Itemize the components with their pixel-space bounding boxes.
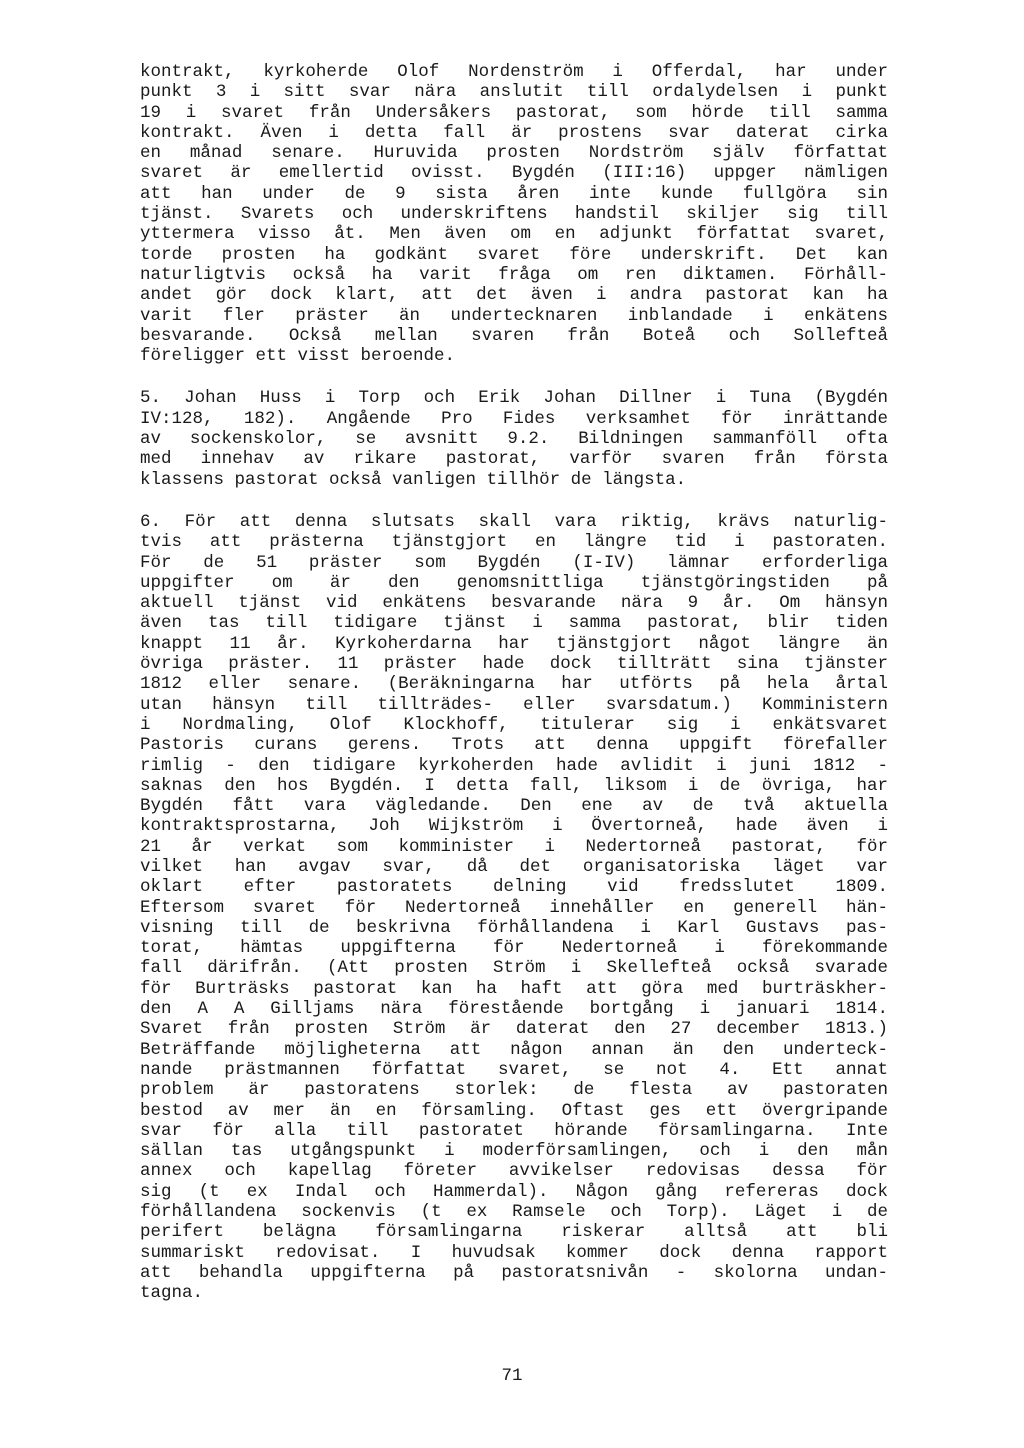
text-line: perifert belägna församlingarna riskerar alltså att bli (140, 1222, 888, 1243)
text-line: svar för alla till pastoratet hörande församlingarna. Inte (140, 1120, 888, 1141)
text-line: sig (t ex Indal och Hammerdal). Någon gång refereras dock (140, 1181, 888, 1202)
text-line: i Nordmaling, Olof Klockhoff, titulerar sig i enkätsvaret (140, 714, 888, 735)
text-line: 19 i svaret från Undersåkers pastorat, som hörde till samma (140, 102, 888, 123)
text-line: tjänst. Svarets och underskriftens handstil skiljer sig till (140, 204, 888, 225)
text-line: kontrakt, kyrkoherde Olof Nordenström i Offerdal, har under (140, 62, 888, 82)
text-line: för Burträsks pastorat kan ha haft att göra med burträskher- (140, 978, 888, 999)
document-body (140, 62, 888, 1326)
text-line: Svaret från prosten Ström är daterat den 27 december 1813.) (140, 1019, 888, 1040)
text-line: tvis att prästerna tjänstgjort en längre tid i pastoraten. (140, 532, 888, 553)
paragraph (140, 62, 888, 366)
text-line: tagna. (140, 1283, 204, 1304)
text-line: punkt 3 i sitt svar nära anslutit till ordalydelsen i punkt (140, 82, 888, 103)
text-line: rimlig - den tidigare kyrkoherden hade avlidit i juni 1812 - (140, 755, 888, 776)
text-line: 1812 eller senare. (Beräkningarna har utförts på hela årtal (140, 674, 888, 695)
text-line: fall därifrån. (Att prosten Ström i Skellefteå också svarade (140, 958, 888, 979)
text-line: visning till de beskrivna förhållandena i Karl Gustavs pas- (140, 917, 888, 938)
text-line: att behandla uppgifterna på pastoratsnivån - skolorna undan- (140, 1262, 888, 1283)
text-line: naturligtvis också ha varit fråga om ren diktamen. Förhåll- (140, 264, 888, 285)
text-line: 21 år verkat som komminister i Nedertorneå pastorat, för (140, 836, 888, 857)
text-line: en månad senare. Huruvida prosten Nordström själv författat (140, 143, 888, 164)
text-line: kontrakt. Även i detta fall är prostens svar daterat cirka (140, 122, 888, 143)
text-line: nande prästmannen författat svaret, se not 4. Ett annat (140, 1059, 888, 1080)
text-line: förhållandena sockenvis (t ex Ramsele och Torp). Läget i de (140, 1202, 888, 1223)
text-line: Beträffande möjligheterna att någon annan än den underteck- (140, 1039, 888, 1060)
text-line: av sockenskolor, se avsnitt 9.2. Bildningen sammanföll ofta (140, 429, 888, 450)
text-line: andet gör dock klart, att det även i andra pastorat kan ha (140, 285, 888, 306)
text-line: bestod av mer än en församling. Oftast ges ett övergripande (140, 1100, 888, 1121)
text-line: torat, hämtas uppgifterna för Nedertorneå i förekommande (140, 938, 888, 959)
text-line: problem är pastoratens storlek: de flesta av pastoraten (140, 1080, 888, 1101)
text-line: torde prosten ha godkänt svaret före underskrift. Det kan (140, 244, 888, 265)
text-line: övriga präster. 11 präster hade dock tillträtt sina tjänster (140, 654, 888, 675)
paragraph (140, 512, 888, 1304)
text-line: yttermera visso åt. Men även om en adjunkt författat svaret, (140, 224, 888, 245)
text-line: att han under de 9 sista åren inte kunde fullgöra sin (140, 183, 888, 204)
text-line: Eftersom svaret för Nedertorneå innehåller en generell hän- (140, 897, 888, 918)
text-line: kontraktsprostarna, Joh Wijkström i Övertorneå, hade även i (140, 816, 888, 837)
text-line: sällan tas utgångspunkt i moderförsamlingen, och i den mån (140, 1141, 888, 1162)
text-line: Bygdén fått vara vägledande. Den ene av de två aktuella (140, 796, 888, 817)
text-line: utan hänsyn till tillträdes- eller svarsdatum.) Komministern (140, 694, 888, 715)
text-line: För de 51 präster som Bygdén (I-IV) lämnar erforderliga (140, 552, 888, 573)
text-line: saknas den hos Bygdén. I detta fall, liksom i de övriga, har (140, 775, 888, 796)
text-line: den A A Gilljams nära förestående bortgång i januari 1814. (140, 999, 888, 1020)
text-line: aktuell tjänst vid enkätens besvarande nära 9 år. Om hänsyn (140, 593, 888, 614)
text-line: svaret är emellertid ovisst. Bygdén (III:16) uppger nämligen (140, 163, 888, 184)
paragraph (140, 388, 888, 489)
text-line: oklart efter pastoratets delning vid fredsslutet 1809. (140, 877, 888, 898)
text-line: Pastoris curans gerens. Trots att denna uppgift förefaller (140, 735, 888, 756)
text-line: även tas till tidigare tjänst i samma pastorat, blir tiden (140, 613, 888, 634)
text-line: vilket han avgav svar, då det organisatoriska läget var (140, 856, 888, 877)
text-line: besvarande. Också mellan svaren från Boteå och Sollefteå (140, 325, 888, 346)
text-line: annex och kapellag företer avvikelser redovisas dessa för (140, 1161, 888, 1182)
text-line: med innehav av rikare pastorat, varför svaren från första (140, 449, 888, 470)
text-line: knappt 11 år. Kyrkoherdarna har tjänstgjort något längre än (140, 633, 888, 654)
text-line: summariskt redovisat. I huvudsak kommer dock denna rapport (140, 1242, 888, 1263)
text-line: 6. För att denna slutsats skall vara riktig, krävs naturlig- (140, 511, 888, 532)
page-number: 71 (501, 1366, 523, 1386)
text-line: IV:128, 182). Angående Pro Fides verksamhet för inrättande (140, 408, 888, 429)
text-line: varit fler präster än undertecknaren inblandade i enkätens (140, 305, 888, 326)
text-line: uppgifter om är den genomsnittliga tjänstgöringstiden på (140, 572, 888, 593)
text-line: klassens pastorat också vanligen tillhör de längsta. (140, 469, 687, 490)
text-line: föreligger ett visst beroende. (140, 346, 456, 367)
text-line: 5. Johan Huss i Torp och Erik Johan Dillner i Tuna (Bygdén (140, 388, 888, 409)
